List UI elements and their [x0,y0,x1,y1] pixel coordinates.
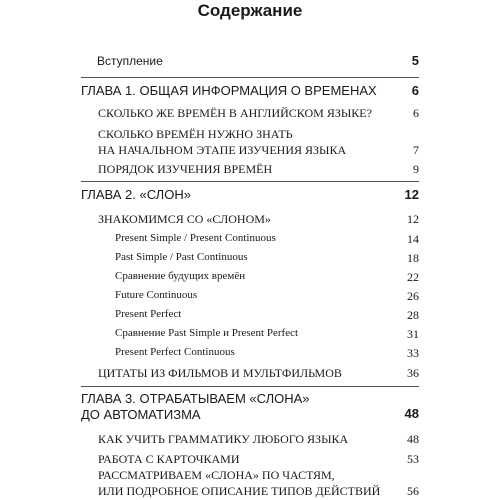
chapter-page: 48 [404,406,419,421]
toc-entry-label: Сравнение будущих времён [115,270,246,282]
toc-entry-page: 14 [407,232,419,246]
toc-subentry[interactable] [0,306,500,326]
toc-entry-page: 5 [411,53,419,68]
divider [81,386,419,387]
toc-entry-page: 12 [407,212,419,226]
chapter-page: 6 [411,83,419,98]
toc-entry-label: Present Simple / Present Continuous [115,232,276,244]
toc-entry-intro[interactable] [0,51,500,71]
toc-chapter-2[interactable] [0,185,500,205]
chapter-title: ГЛАВА 1. ОБЩАЯ ИНФОРМАЦИЯ О ВРЕМЕНАХ [81,83,377,98]
toc-entry-page: 7 [413,143,419,157]
toc-entry-page: 22 [407,270,419,284]
divider [81,77,419,78]
toc-entry-label: РАБОТА С КАРТОЧКАМИ [98,452,240,466]
toc-entry-label: Сравнение Past Simple и Present Perfect [115,327,299,339]
chapter-title: ГЛАВА 3. ОТРАБАТЫВАЕМ «СЛОНА» [81,391,310,406]
toc-chapter-3[interactable] [0,389,500,425]
toc-entry-label: СКОЛЬКО ВРЕМЁН НУЖНО ЗНАТЬ [98,127,293,141]
toc-entry-page: 6 [413,106,419,120]
toc-subentry[interactable] [0,325,500,345]
toc-entry[interactable] [0,125,500,161]
toc-entry[interactable] [0,210,500,230]
toc-entry-page: 26 [407,289,419,303]
page-title: Содержание [197,1,303,20]
toc-entry[interactable] [0,104,500,124]
toc-entry-label: Present Perfect Continuous [115,346,235,358]
toc-entry-label: СКОЛЬКО ЖЕ ВРЕМЁН В АНГЛИЙСКОМ ЯЗЫКЕ? [98,106,372,120]
toc-entry-label: ЗНАКОМИМСЯ СО «СЛОНОМ» [98,212,271,226]
toc-entry-label: РАССМАТРИВАЕМ «СЛОНА» ПО ЧАСТЯМ, [98,468,335,482]
toc-entry[interactable] [0,430,500,450]
toc-entry-label-line2: НА НАЧАЛЬНОМ ЭТАПЕ ИЗУЧЕНИЯ ЯЗЫКА [98,143,347,157]
toc-entry-label-line2: ИЛИ ПОДРОБНОЕ ОПИСАНИЕ ТИПОВ ДЕЙСТВИЙ [98,484,381,498]
toc-subentry[interactable] [0,344,500,364]
toc-subentry[interactable] [0,230,500,250]
toc-entry-label: Future Continuous [115,289,198,301]
toc-entry-page: 33 [407,346,419,360]
toc-subentry[interactable] [0,249,500,269]
toc-entry-label: Вступление [97,54,163,68]
toc-entry-page: 56 [407,484,419,498]
toc-entry-page: 18 [407,251,419,265]
toc-entry-label: Past Simple / Past Continuous [115,251,248,263]
toc-entry-label: ЦИТАТЫ ИЗ ФИЛЬМОВ И МУЛЬТФИЛЬМОВ [98,366,342,380]
divider [81,181,419,182]
toc-subentry[interactable] [0,287,500,307]
toc-entry-page: 36 [407,366,419,380]
toc-chapter-1[interactable] [0,81,500,101]
toc-entry[interactable] [0,160,500,180]
chapter-title: ГЛАВА 2. «СЛОН» [81,187,191,202]
toc-entry-label: КАК УЧИТЬ ГРАММАТИКУ ЛЮБОГО ЯЗЫКА [98,432,349,446]
toc-entry[interactable] [0,364,500,384]
toc-entry-page: 48 [407,432,419,446]
toc-entry-page: 28 [407,308,419,322]
chapter-title-line2: ДО АВТОМАТИЗМА [81,407,201,422]
toc-subentry[interactable] [0,268,500,288]
toc-entry-page: 53 [407,452,419,466]
toc-entry[interactable] [0,466,500,500]
toc-entry-page: 31 [407,327,419,341]
toc-entry-page: 9 [413,162,419,176]
toc-entry-label: Present Perfect [115,308,182,320]
chapter-page: 12 [404,187,419,202]
toc-entry-label: ПОРЯДОК ИЗУЧЕНИЯ ВРЕМЁН [98,162,273,176]
